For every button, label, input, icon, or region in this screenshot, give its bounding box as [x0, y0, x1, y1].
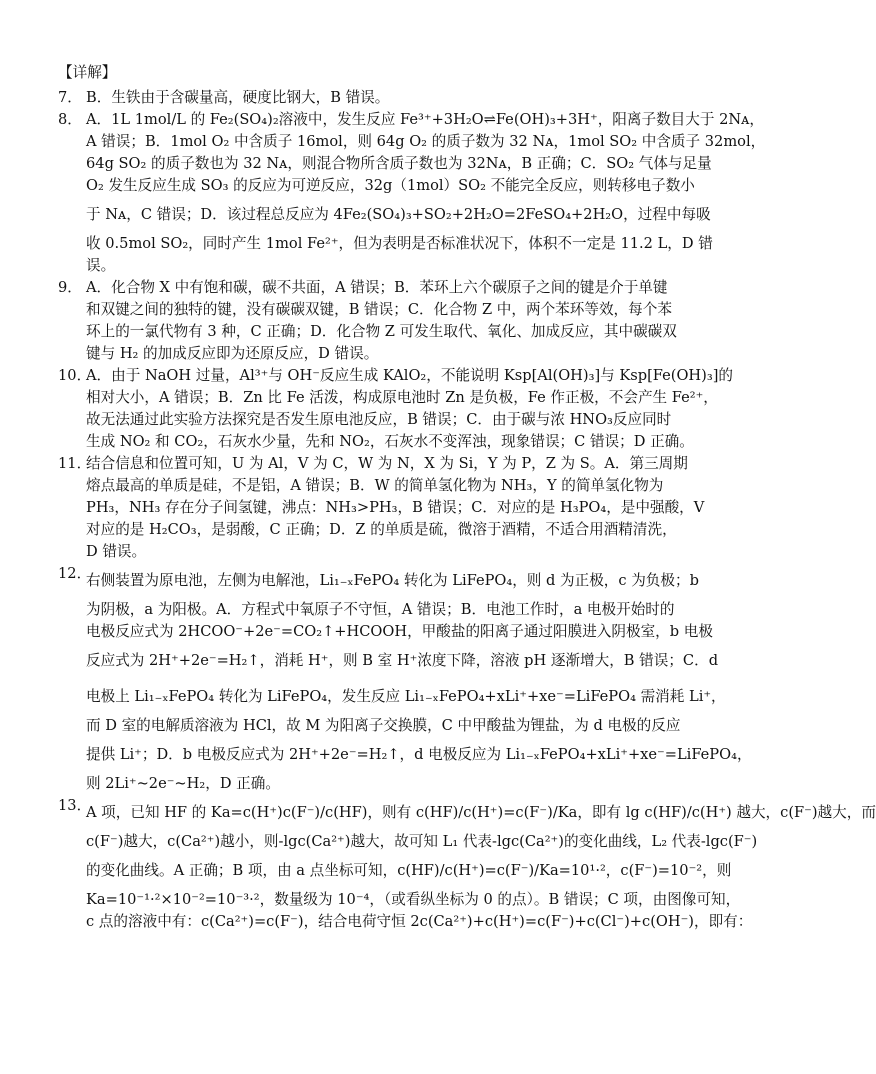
- answer-item-9: [58, 277, 704, 365]
- text-line: O₂ 发生反应生成 SO₃ 的反应为可逆反应，32g（1mol）SO₂ 不能完全反应，则转移电子数小: [86, 177, 695, 194]
- text-line: 而 D 室的电解质溶液为 HCl，故 M 为阳离子交换膜，C 中甲酸盐为锂盐，为 d 电极的反应: [86, 717, 681, 734]
- section-heading: 【详解】: [58, 64, 117, 81]
- text-line: 电极反应式为 2HCOO⁻+2e⁻=CO₂↑+HCOOH，甲酸盐的阳离子通过阳膜进入阴极室，b 电极: [86, 623, 713, 640]
- item-number: 9．: [58, 279, 82, 296]
- item-number: 12．: [58, 565, 92, 582]
- text-line: 反应式为 2H⁺+2e⁻=H₂↑，消耗 H⁺，则 B 室 H⁺浓度下降，溶液 pH 逐渐增大，B 错误；C．d: [86, 652, 719, 669]
- item-number: 10．: [58, 367, 92, 384]
- text-line: 对应的是 H₂CO₃，是弱酸，C 正确；D．Z 的单质是硫，微溶于酒精，不适合用酒精清洗，: [86, 521, 677, 538]
- text-line: c(F⁻)越大，c(Ca²⁺)越小，则-lgc(Ca²⁺)越大，故可知 L₁ 代表-lgc(Ca²⁺)的变化曲线，L₂ 代表-lgc(F⁻): [86, 833, 758, 850]
- answer-item-12: [58, 563, 752, 795]
- text-line: 相对大小，A 错误；B．Zn 比 Fe 活泼，构成原电池时 Zn 是负极，Fe 作正极，不会产生 Fe²⁺，: [86, 389, 718, 406]
- text-line: B．生铁由于含碳量高，硬度比钢大，B 错误。: [86, 89, 390, 106]
- text-line: 键与 H₂ 的加成反应即为还原反应，D 错误。: [86, 345, 379, 362]
- text-line: 熔点最高的单质是硅，不是铝，A 错误；B．W 的简单氢化物为 NH₃，Y 的简单氢化物为: [86, 477, 664, 494]
- text-line: 右侧装置为原电池，左侧为电解池，Li₁₋ₓFePO₄ 转化为 LiFePO₄，则 d 为正极，c 为负极；b: [86, 572, 699, 589]
- text-line: 故无法通过此实验方法探究是否发生原电池反应，B 错误；C．由于碳与浓 HNO₃反应同时: [86, 411, 672, 428]
- text-line: Ka=10⁻¹·²×10⁻²=10⁻³·²，数量级为 10⁻⁴，（或看纵坐标为 0 的点）。B 错误；C 项，由图像可知，: [86, 891, 741, 908]
- answer-item-8: [58, 109, 766, 277]
- text-line: 为阴极，a 为阳极。A．方程式中氧原子不守恒，A 错误；B．电池工作时，a 电极开始时的: [86, 601, 675, 618]
- text-line: A 错误；B．1mol O₂ 中含质子 16mol，则 64g O₂ 的质子数为 32 Nᴀ，1mol SO₂ 中含质子 32mol，: [86, 133, 766, 150]
- text-line: 结合信息和位置可知，U 为 Al，V 为 C，W 为 N，X 为 Si，Y 为 P，Z 为 S。A．第三周期: [86, 455, 688, 472]
- text-line: 收 0.5mol SO₂，同时产生 1mol Fe²⁺，但为表明是否标准状况下，体积不一定是 11.2 L，D 错: [86, 235, 713, 252]
- answer-item-13: [58, 795, 876, 933]
- item-number: 11．: [58, 455, 92, 472]
- text-line: A．由于 NaOH 过量，Al³⁺与 OH⁻反应生成 KAlO₂，不能说明 Ksp[Al(OH)₃]与 Ksp[Fe(OH)₃]的: [86, 367, 733, 384]
- text-line: A．化合物 X 中有饱和碳，碳不共面，A 错误；B．苯环上六个碳原子之间的键是介于单键: [86, 279, 668, 296]
- text-line: 电极上 Li₁₋ₓFePO₄ 转化为 LiFePO₄，发生反应 Li₁₋ₓFePO₄+xLi⁺+xe⁻=LiFePO₄ 需消耗 Li⁺，: [86, 688, 726, 705]
- text-line: 64g SO₂ 的质子数也为 32 Nᴀ，则混合物所含质子数也为 32Nᴀ，B 正确；C．SO₂ 气体与足量: [86, 155, 712, 172]
- text-line: 的变化曲线。A 正确；B 项，由 a 点坐标可知，c(HF)/c(H⁺)=c(F⁻)/Ka=10¹·²，c(F⁻)=10⁻²，则: [86, 862, 732, 879]
- text-line: 则 2Li⁺~2e⁻~H₂，D 正确。: [86, 775, 280, 792]
- item-number: 8．: [58, 111, 82, 128]
- text-line: c 点的溶液中有：c(Ca²⁺)=c(F⁻)，结合电荷守恒 2c(Ca²⁺)+c(H⁺)=c(F⁻)+c(Cl⁻)+c(OH⁻)，即有：: [86, 913, 753, 930]
- answer-item-11: [58, 453, 704, 563]
- text-line: D 错误。: [86, 543, 147, 560]
- item-number: 13．: [58, 797, 92, 814]
- text-line: 生成 NO₂ 和 CO₂，石灰水少量，先和 NO₂，石灰水不变浑浊，现象错误；C 错误；D 正确。: [86, 433, 694, 450]
- answer-item-7: [58, 87, 704, 109]
- text-line: PH₃，NH₃ 存在分子间氢键，沸点：NH₃>PH₃，B 错误；C．对应的是 H₃PO₄，是中强酸，V: [86, 499, 705, 516]
- text-line: 误。: [86, 257, 116, 274]
- text-line: 提供 Li⁺；D．b 电极反应式为 2H⁺+2e⁻=H₂↑，d 电极反应为 Li₁₋ₓFePO₄+xLi⁺+xe⁻=LiFePO₄，: [86, 746, 752, 763]
- answer-item-10: [58, 365, 733, 453]
- text-line: 和双键之间的独特的键，没有碳碳双键，B 错误；C．化合物 Z 中，两个苯环等效，每个苯: [86, 301, 672, 318]
- text-line: 环上的一氯代物有 3 种，C 正确；D．化合物 Z 可发生取代、氧化、加成反应，其中碳碳双: [86, 323, 677, 340]
- text-line: A 项，已知 HF 的 Ka=c(H⁺)c(F⁻)/c(HF)，则有 c(HF)/c(H⁺)=c(F⁻)/Ka，即有 lg c(HF)/c(H⁺) 越大，c(F⁻)越大，而: [86, 804, 876, 821]
- text-line: 于 Nᴀ，C 错误；D．该过程总反应为 4Fe₂(SO₄)₃+SO₂+2H₂O=2FeSO₄+2H₂O，过程中每吸: [86, 206, 711, 223]
- text-line: A．1L 1mol/L 的 Fe₂(SO₄)₂溶液中，发生反应 Fe³⁺+3H₂O⇌Fe(OH)₃+3H⁺，阳离子数目大于 2Nᴀ，: [86, 111, 764, 128]
- item-number: 7．: [58, 89, 82, 106]
